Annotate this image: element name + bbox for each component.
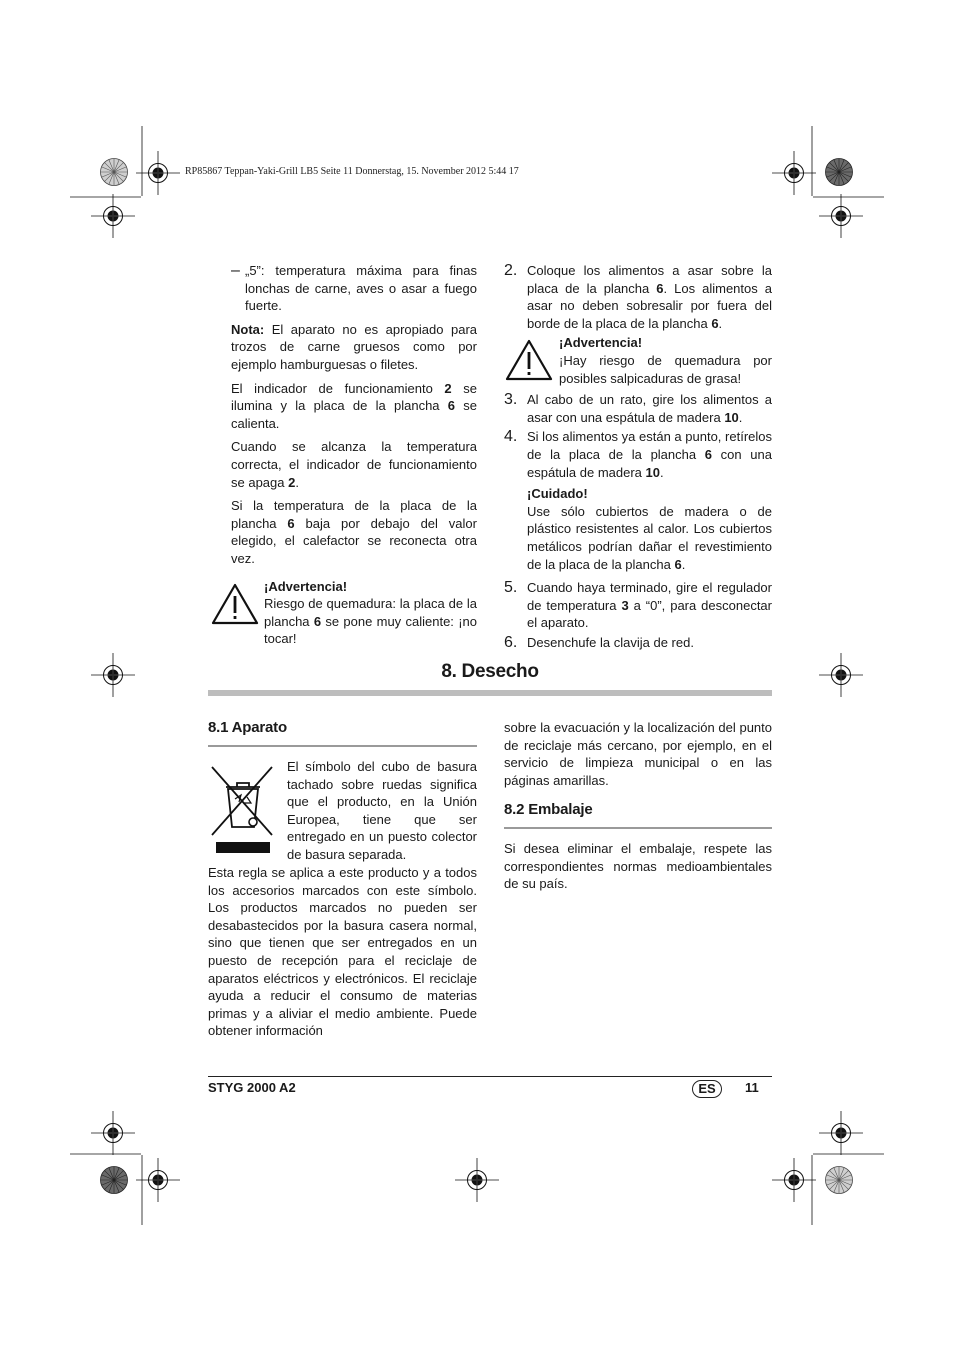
note-label: Nota: [231,321,265,337]
temperature-setting-5 [231,262,477,315]
left-column [231,262,477,654]
step-number: 2. [504,262,518,279]
warning-text: Riesgo de quemadura: la placa de la plancha 6 se pone muy caliente: ¡no tocar! [264,596,477,647]
step-3 [504,391,772,426]
caution-block [504,485,772,573]
warning-block-grease [504,334,772,387]
weee-float-text: El símbolo del cubo de basura tachado sobre ruedas significa que el producto, en la Unión Europea, tiene que ser entregado en un puesto colector de basura separada. [287,759,477,862]
crossed-bin-icon [210,765,274,857]
step-4-text: Si los alimentos ya están a punto, retírelos de la placa de la plancha 6 con una espátula de madera 10. [527,429,772,480]
warning-block-hot-plate [231,578,477,648]
step-4 [504,428,772,481]
subsection-rule [504,827,772,829]
step-number: 3. [504,391,518,409]
section-title: 8. Desecho [441,661,539,682]
step-3-text: Al cabo de un rato, gire los alimentos a asar con una espátula de madera 10. [527,392,772,425]
step-6 [504,634,772,652]
step-5 [504,579,772,632]
print-slug-line: RP85867 Teppan-Yaki-Grill LB5 Seite 11 Donnerstag, 15. November 2012 5:44 17 [185,166,519,177]
packaging-text: Si desea eliminar el embalaje, respete las correspondientes normas medioambientales de su país. [504,841,772,892]
step-number: 4. [504,428,518,446]
weee-continued-text: sobre la evacuación y la localización del punto de reciclaje más cercano, por ejemplo, en el servicio de limpieza municipal o en las páginas amarillas. [504,720,772,788]
warning-title: ¡Advertencia! [559,335,643,351]
step-number: 5. [504,579,518,597]
section-title-rule [208,690,772,696]
step-2-text: Coloque los alimentos a asar sobre la placa de la plancha 6. Los alimentos a asar no deben sobresalir por fuera del borde de la placa de la plancha 6. [527,263,772,331]
step-6-text: Desenchufe la clavija de red. [527,634,694,650]
temperature-reached-paragraph: Cuando se alcanza la temperatura correcta, el indicador de funcionamiento se apaga 2. [231,439,477,490]
step-number: 6. [504,633,518,651]
weee-text: Esta regla se aplica a este producto y a todos los accesorios marcados con este símbolo. Los productos marcados no pueden ser desabastecidos por la basura casera normal, sino que tienen que ser entregados en un puesto de recepción para el reciclaje de aparatos eléctricos y electrónicos. El reciclaje ayuda a reducir el consumo de materias primas y a aliviar el medio ambiente. Puede obtener información [208,865,477,1039]
note-paragraph: Nota: El aparato no es apropiado para trozos de carne gruesos como por ejemplo hamburguesas o filetes. [231,321,477,372]
setting-5-text: „5”: temperatura máxima para finas lonchas de carne, aves o asar a fuego fuerte. [245,263,477,314]
indicator-paragraph: El indicador de funcionamiento 2 se ilumina y la placa de la plancha 6 se calienta. [231,380,478,431]
step-2 [504,262,772,332]
caution-title: ¡Cuidado! [527,486,588,502]
step-5-text: Cuando haya terminado, gire el regulador de temperatura 3 a “0”, para desconectar el aparato. [527,580,772,631]
reheat-paragraph: Si la temperatura de la placa de la plancha 6 baja por debajo del valor elegido, el calefactor se reconecta otra vez. [231,498,477,566]
subsection-rule [208,745,477,747]
subsection-title-embalaje: 8.2 Embalaje [504,801,593,818]
caution-text: Use sólo cubiertos de madera o de plástico resistentes al calor. Los cubiertos metálicos podrían dañar el revestimiento de la placa de la plancha 6. [527,503,772,572]
warning-triangle-icon [504,338,554,382]
warning-triangle-icon [210,582,260,626]
dash-marker: – [231,262,240,279]
footer-rule [208,1076,772,1077]
right-column [504,262,772,651]
page-number: 11 [745,1080,759,1095]
footer-model: STYG 2000 A2 [208,1080,296,1095]
language-badge: ES [692,1080,722,1098]
warning-text: ¡Hay riesgo de quemadura por posibles salpicaduras de grasa! [559,352,772,386]
subsection-title-aparato: 8.1 Aparato [208,719,287,736]
warning-title: ¡Advertencia! [264,578,348,594]
